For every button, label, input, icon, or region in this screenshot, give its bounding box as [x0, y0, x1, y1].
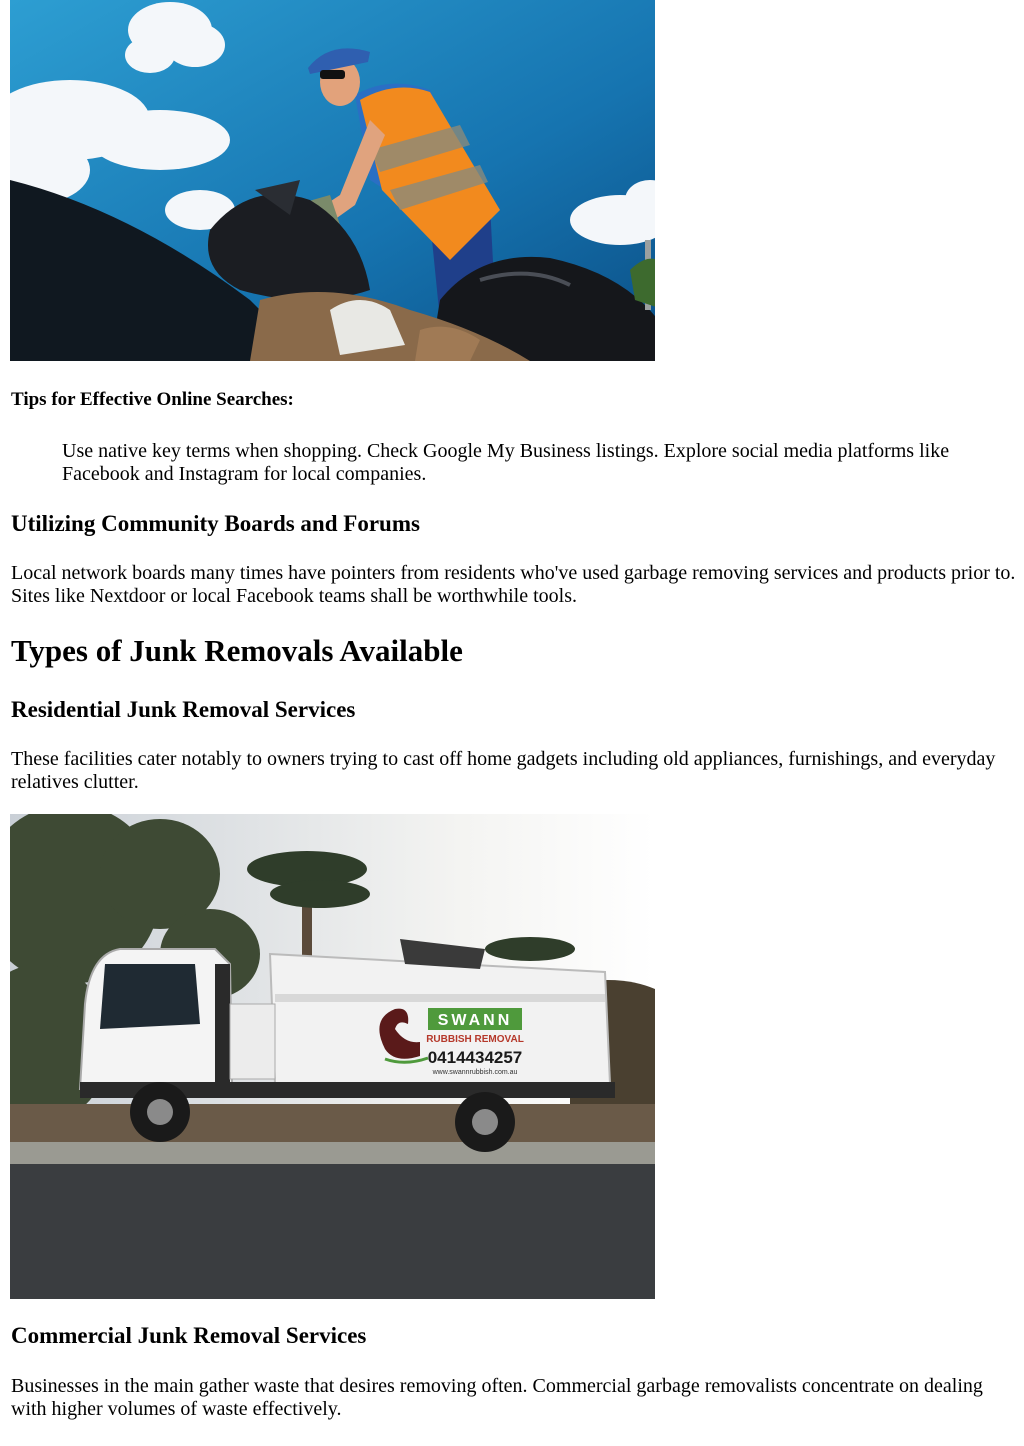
community-text: Local network boards many times have pointers from residents who've used garbage removing services and products prior to. Sites like Nextdoor or local Facebook teams shall be worthwhile tools. — [11, 562, 1016, 607]
truck-brand-name: SWANN — [437, 1012, 513, 1029]
rubbish-removal-truck-photo — [10, 814, 655, 1299]
types-heading: Types of Junk Removals Available — [11, 633, 463, 668]
commercial-heading: Commercial Junk Removal Services — [11, 1323, 367, 1348]
worker-with-garbage-bags-photo — [10, 0, 655, 361]
tips-heading: Tips for Effective Online Searches: — [11, 389, 294, 410]
commercial-text: Businesses in the main gather waste that desires removing often. Commercial garbage removalists concentrate on dealing with higher volumes of waste effectively. — [11, 1375, 983, 1420]
residential-text: These facilities cater notably to owners trying to cast off home gadgets including old appliances, furnishings, and everyday relatives clutter. — [11, 748, 996, 793]
truck-phone: 0414434257 — [427, 1048, 523, 1067]
truck-website: www.swannrubbish.com.au — [432, 1069, 518, 1076]
tips-text: Use native key terms when shopping. Check Google My Business listings. Explore social media platforms like Facebook and Instagram for local companies. — [62, 440, 950, 485]
community-heading: Utilizing Community Boards and Forums — [11, 511, 420, 536]
truck-brand-sub: RUBBISH REMOVAL — [426, 1034, 524, 1045]
residential-heading: Residential Junk Removal Services — [11, 697, 356, 722]
